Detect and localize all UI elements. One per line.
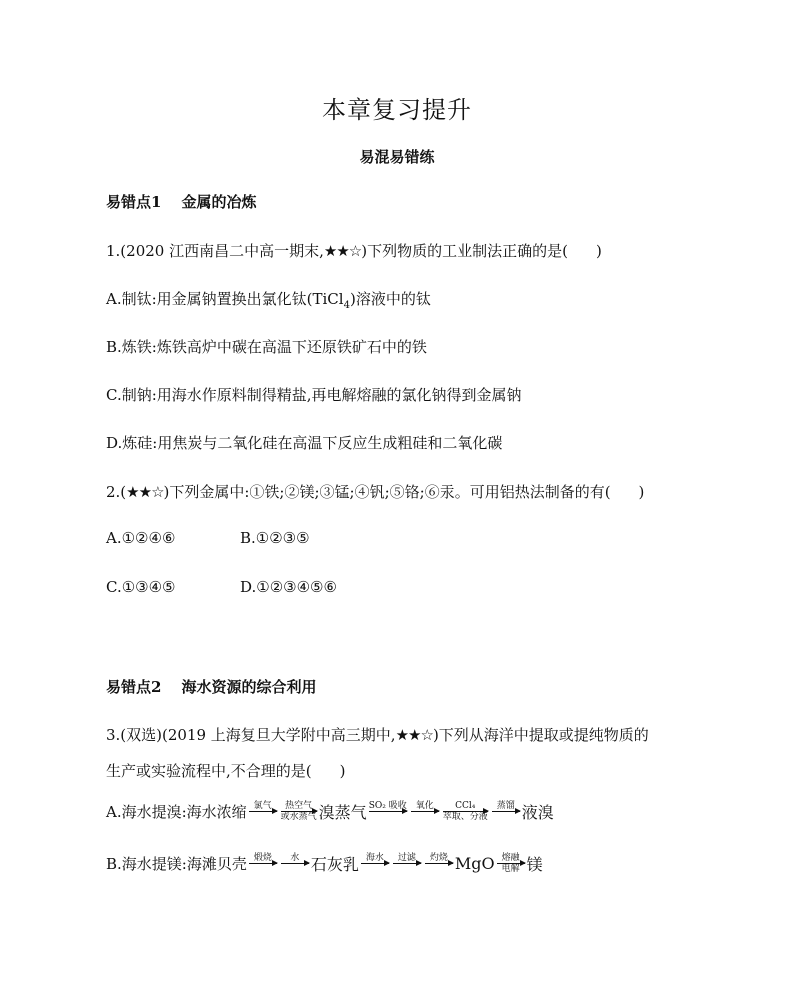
flow-arrow: SO₂ 吸收	[368, 801, 407, 811]
flow-arrow: 水	[281, 853, 309, 874]
question-1-option-d: D.炼硅:用焦炭与二氧化硅在高温下反应生成粗硅和二氧化碳	[106, 434, 503, 452]
question-1-stem: 1.(2020 江西南昌二中高一期末,★★☆)下列物质的工业制法正确的是( )	[106, 242, 602, 260]
flow-arrow: 海水	[361, 853, 389, 874]
difficulty-stars: ★★☆	[395, 726, 433, 744]
page-title: 本章复习提升	[322, 96, 472, 124]
flow-arrow: 灼烧	[425, 853, 453, 874]
section-heading-2: 易错点2 海水资源的综合利用	[106, 678, 317, 696]
question-1-option-c: C.制钠:用海水作原料制得精盐,再电解熔融的氯化钠得到金属钠	[106, 386, 522, 404]
question-2-stem: 2.(★★☆)下列金属中:①铁;②镁;③锰;④钒;⑤铬;⑥汞。可用铝热法制备的有( )	[106, 483, 645, 501]
difficulty-stars: ★★☆	[323, 242, 362, 260]
question-3-stem: 3.(双选)(2019 上海复旦大学附中高三期中,★★☆)下列从海洋中提取或提纯物质的	[106, 726, 649, 744]
question-2-options-row-1	[106, 529, 310, 547]
difficulty-stars: ★★☆	[126, 483, 164, 501]
flow-arrow: 过滤	[393, 853, 421, 874]
question-3-stem-line-2: 生产或实验流程中,不合理的是( )	[106, 762, 346, 780]
flow-arrow: 氧化	[411, 801, 439, 822]
question-1-option-b: B.炼铁:炼铁高炉中碳在高温下还原铁矿石中的铁	[106, 338, 427, 356]
question-2-option-c: C.①③④⑤	[106, 578, 176, 596]
question-2-option-a: A.①②④⑥	[106, 529, 176, 547]
question-3-option-b	[106, 852, 543, 875]
question-3-option-a	[106, 800, 554, 823]
flow-b: B.海水提镁:海滩贝壳 煅烧 水 石灰乳 海水 过滤 灼烧 MgO 熔融 电解 镁	[106, 853, 543, 874]
section-heading-1: 易错点1 金属的冶炼	[106, 193, 257, 211]
flow-arrow: CCl₄ 萃取、分液	[442, 801, 488, 822]
flow-arrow: 熔融 电解	[497, 853, 525, 874]
question-1-option-a: A.制钛:用金属钠置换出氯化钛(TiCl$_4$)溶液中的钛	[106, 290, 431, 311]
flow-arrow: 煅烧	[249, 853, 277, 874]
page-subtitle: 易混易错练	[359, 148, 435, 166]
flow-arrow: 蒸馏	[492, 801, 520, 822]
question-2-option-d: D.①②③④⑤⑥	[240, 578, 337, 596]
flow-arrow: 氯气	[249, 801, 277, 822]
question-2-option-b: B.①②③⑤	[240, 529, 310, 547]
flow-arrow: 热空气 或水蒸气	[280, 801, 317, 822]
flow-a: A.海水提溴:海水浓缩 氯气 热空气 或水蒸气 溴蒸气 SO₂ 吸收 氧化 CCl₄ 萃取、分液 蒸馏 液溴	[106, 801, 554, 822]
question-2-options-row-2	[106, 578, 337, 596]
